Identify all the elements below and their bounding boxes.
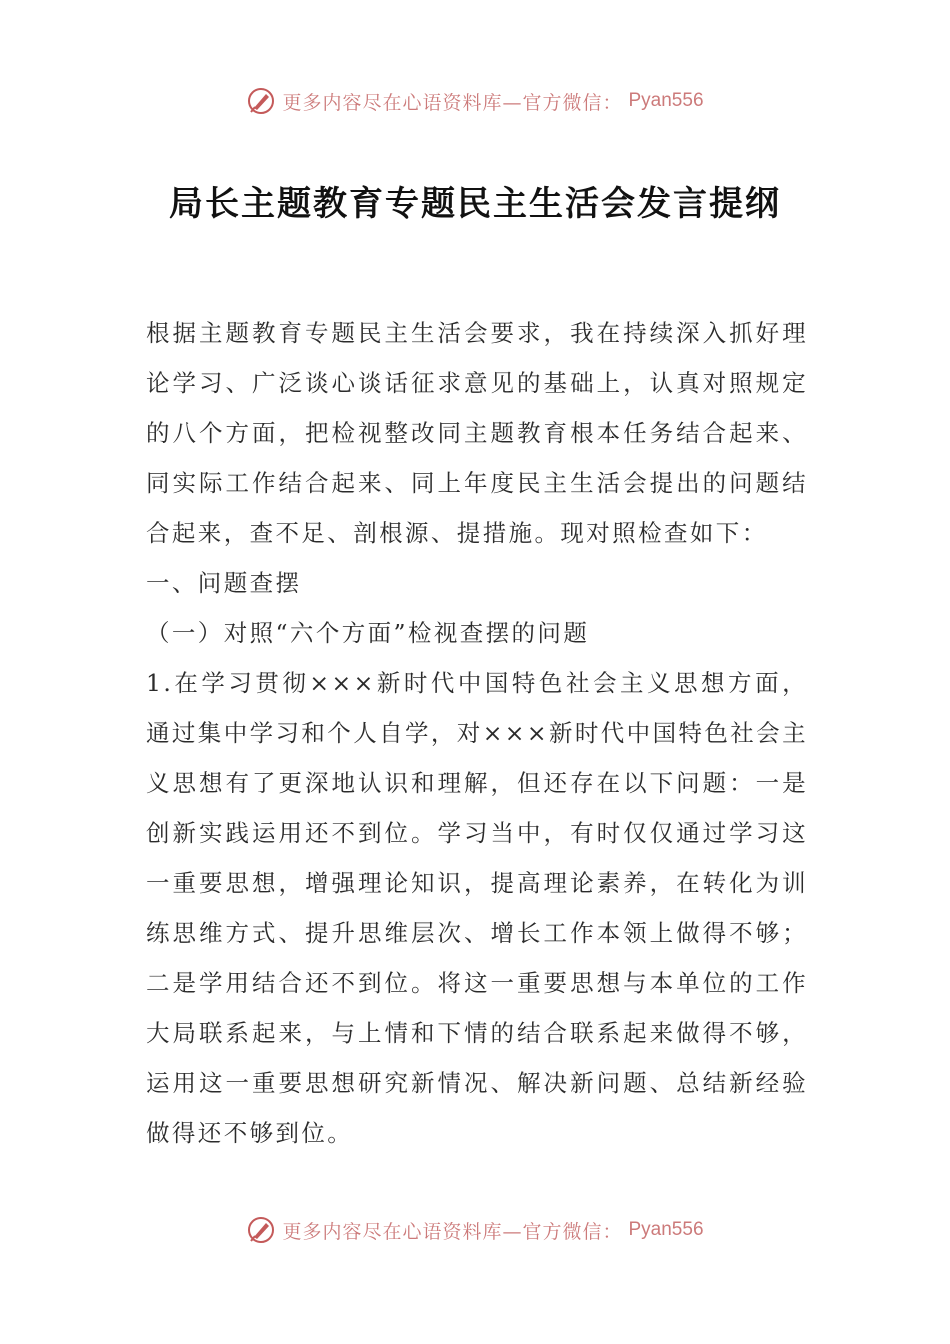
subsection-heading: （一）对照“六个方面”检视查摆的问题 (146, 619, 590, 647)
watermark-id: Pyan556 (628, 90, 704, 111)
item-paragraph: 1.在学习贯彻×××新时代中国特色社会主义思想方面，通过集中学习和个人自学，对×××新时代中国特色社会主义思想有了更深地认识和理解，但还存在以下问题：一是创新实践运用还不到位。学习当中，有时仅仅通过学习这一重要思想，增强理论知识，提高理论素养，在转化为训练思维方式、提升思维层次、增长工作本领上做得不够；二是学用结合还不到位。将这一重要思想与本单位的工作大局联系起来，与上情和下情的结合联系起来做得不够，运用这一重要思想研究新情况、解决新问题、总结新经验做得还不够到位。 (146, 669, 808, 1147)
watermark-id: Pyan556 (628, 1219, 704, 1240)
watermark-bottom (0, 1215, 950, 1245)
intro-paragraph: 根据主题教育专题民主生活会要求，我在持续深入抓好理论学习、广泛谈心谈话征求意见的基础上，认真对照规定的八个方面，把检视整改同主题教育根本任务结合起来、同实际工作结合起来、同上年度民主生活会提出的问题结合起来，查不足、剖根源、提措施。现对照检查如下： (146, 319, 808, 547)
section-heading: 一、问题查摆 (146, 569, 302, 597)
document-body (146, 308, 808, 1158)
watermark-text: 更多内容尽在心语资料库—官方微信： (282, 1220, 623, 1243)
watermark-top (0, 86, 950, 116)
watermark-text: 更多内容尽在心语资料库—官方微信： (282, 91, 623, 114)
document-title: 局长主题教育专题民主生活会发言提纲 (169, 184, 781, 224)
pen-logo-icon (246, 1215, 276, 1245)
pen-logo-icon (246, 86, 276, 116)
